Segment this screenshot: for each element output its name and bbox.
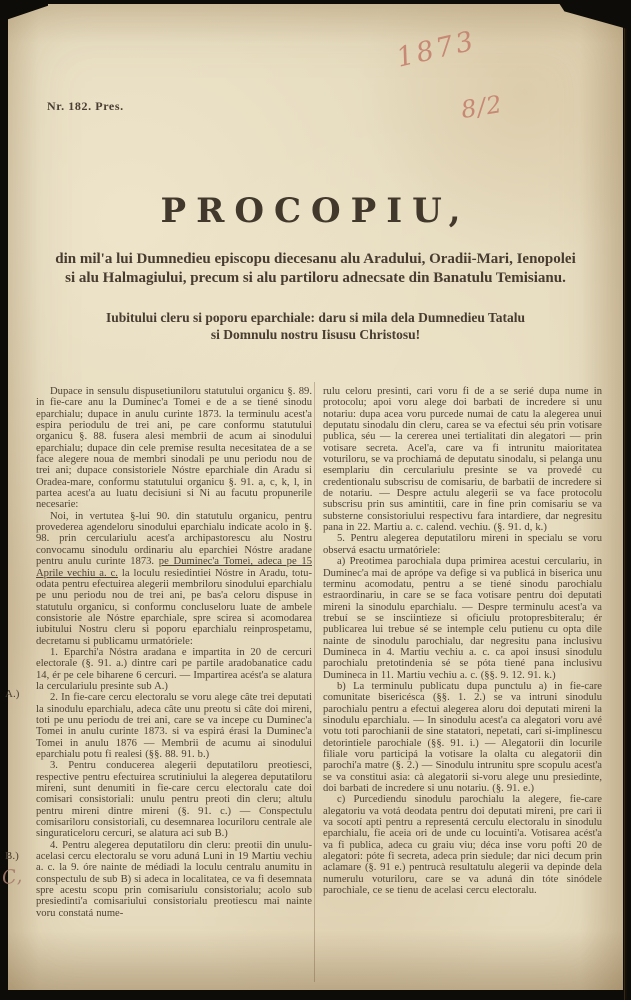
page-fold-line bbox=[624, 0, 625, 1000]
paragraph-text: 2. In fie-care cercu electoralu se voru alege câte trei deputati la sinodulu eparchialu, adeca câte unu preotu si câte doi mireni, toti pe unu periodu de trei ani, care se va incepe cu Duminec'a Tomei in anulu curinte 1873. si va espirá érasi la Duminec'a Tomei in anulu 1876 — Membrii de acumu ai sinodului eparchialu potu fi realesi (§§. 88. 91. b.) bbox=[36, 692, 312, 760]
salutation-line-1: Iubitului cleru si poporu eparchiale: daru si mila dela Dumnedieu Tatalu bbox=[105, 310, 526, 325]
body-paragraph bbox=[36, 647, 312, 692]
handwritten-fraction-annotation: 8/2 bbox=[459, 89, 505, 125]
margin-mark-b: B.) bbox=[5, 850, 19, 862]
paragraph-text: a) Preotimea parochiala dupa primirea acestui cerculariu, in Duminec'a mai de aprópe va defige si va publicá in biserica unu terminu acomodatu, pentru a se tiené sinodu parochialu estraordinariu, in care se se faca votisare pentru doi deputati mireni la sinodulu eparchialu. — Despre terminulu acest'a va trebuí se se insciintieze si oficiulu protopresbiteralu; ér publicarea lui trebue sé se intemple celu putienu cu opta dile nainte de sinodulu parochialu, dar negresitu pana inclusivu Dumineca in 4. Martiu vechiu a. c. ca apoi insusi sinodulu parochialu pretotindenia sé se póta tiené pana inclusivu Dumineca in 11. Martiu vechiu a. c. (§§. 9. 12. 91. k.) bbox=[323, 556, 602, 681]
paragraph-text: c) Purcediendu sinodulu parochialu la alegere, fie-care alegatoriu va votá deodata pentru doi deputati mireni, pre cari ii va socotí apti pentru a representá cerculu electoralu in sinodulu eparchialu, fie aceia ori de unde cu locuinti'a. Votisarea acést'a va fi publica, adeca cu graiu viu; déca inse voru pofti 20 de alegatori: póte fi secreta, adeca prin siedule; dar nici decum prin aclamare (§. 91 e.) pentrucà resultatulu alegerii va depinde dela numerulu voturiloru, care se va aduná din tóte sinódele parochiale, ce se tienu de acelasi cercu electoralu. bbox=[323, 794, 602, 897]
subtitle-line-1: din mil'a lui Dumnedieu episcopu diecesanu alu Aradului, Oradii-Mari, Ienopolei bbox=[55, 251, 576, 267]
body-paragraph bbox=[36, 840, 312, 919]
body-paragraph bbox=[36, 386, 312, 511]
body-column-left bbox=[36, 386, 312, 919]
subtitle-line-2: si alu Halmagiului, precum si alu partiloru adnecsate din Banatulu Temisianu. bbox=[65, 269, 566, 286]
handwritten-margin-mark-c: C, bbox=[0, 864, 24, 890]
salutation bbox=[18, 310, 613, 343]
column-divider-rule bbox=[314, 382, 315, 982]
episcopal-subtitle bbox=[18, 250, 613, 287]
paragraph-text: 3. Pentru conducerea alegerii deputatiloru preotiesci, respective pentru efectuirea scrutiniului la alegerea deputatiloru mireni, sunt denumiti in fie-care cercu electoralu cate doi comisari consistoriali: unulu pentru preoti din cleru; altulu pentru mireni dintre mireni (§. 91. c.) — Conspectulu comisariloru consistoriali, cu desemnarea locuriloru centrale ale singuraticeloru cercuri, se alatura aci sub B.) bbox=[36, 760, 312, 840]
body-column-right bbox=[323, 386, 602, 896]
document-number: Nr. 182. Pres. bbox=[47, 99, 124, 113]
page-title: PROCOPIU, bbox=[160, 191, 471, 231]
paragraph-text: 5. Pentru alegerea deputatiloru mireni in specialu se voru observá esactu urmatóriele: bbox=[323, 533, 602, 556]
underlined-text: pe Duminec'a Tomei, adeca pe 15 Aprile vechiu a. c. bbox=[36, 556, 312, 579]
paragraph-text: 1. Eparchi'a Nóstra aradana e impartita in 20 de cercuri electorale (§. 91. a.) dintre cari pe partile aradobanatice cadu 14, ér pe cele biharene 6 cercuri. — Impartirea acést'a se alatura la cerculariulu presinte sub A.) bbox=[36, 646, 312, 692]
salutation-line-2: si Domnulu nostru Iisusu Christosu! bbox=[210, 326, 421, 342]
body-paragraph bbox=[36, 692, 312, 760]
body-paragraph bbox=[36, 760, 312, 839]
handwritten-year-annotation: 1873 bbox=[393, 25, 480, 74]
paragraph-text: Dupace in sensulu dispusetiuniloru statutului organicu §. 89. in fie-care anu la Duminec'a Tomei e de a se tiené sinodu eparchialu; dupace in anulu curinte 1873. la terminulu acest'a espira periodulu de trei ani, pe care conformu statutului organicu §. 88. fusera alesi membrii de acum ai sinodului eparchialu; dupace din cele premise resulta necesitatea de a se face alegere noua de membri sinodali pe unu periodu nou de trei ani; dupace consistoriele Nóstre eparchiale din Aradu si Oradea-mare, conformu statutului organicu §. 91. a, c, k, l, in partea acest'a au luatu decisiuni si Ni au facutu propunerile necesarie: bbox=[36, 386, 312, 511]
paragraph-text: rulu celoru presinti, cari voru fi de a se serié dupa nume in protocolu; apoi voru alege doi barbati de incredere si unu notariu: dupa acea voru purcede numai de catu la alegerea unui deputatu sinodalu din cleru, carea se va efectui séu prin votisare publica, séu — la cererea unei tertialitati din alegatori — prin votisare secreta. Acel'a, care va fi intrunitu maioritatea voturiloru, se va prochiamá de deputatu sinodalu, si pelanga unu esemplariu din cerculariulu presinte se va provedé cu credentionalu subscrisu de comisariu, de barbatii de incredere si de notariu. — Despre actulu alegerii se va face protocolu subscrisu prin sus amintitii, care in fine prin comisariu se va substerne consistoriului respectivu fara intardiere, dar negresitu pana in 22. Martiu a. c. calend. vechiu. (§. 91. d, k.) bbox=[323, 386, 602, 534]
body-paragraph bbox=[323, 386, 602, 533]
body-paragraph bbox=[323, 681, 602, 794]
margin-mark-a: A.) bbox=[5, 688, 20, 700]
body-paragraph bbox=[323, 794, 602, 896]
paragraph-text: 4. Pentru alegerea deputatiloru din cleru: preotii din unulu-acelasi cercu electoralu se voru aduná Luni in 19 Martiu vechiu a. c. la 9. óre nainte de médiadi la loculu centralu anumitu in conspectulu de sub B) si adeca in localitatea, ce va fi desemnata spre acestu scopu prin comisariulu consistorialu; acolo sub presiedinti'a comisariului consistorialu preotiescu mai nainte voru constatá nume- bbox=[36, 839, 312, 919]
paragraph-text: b) La terminulu publicatu dupa punctulu a) in fie-care comunitate bisericésca (§§. 1. 2.) se va intruni sinodulu parochialu pentru a efectui alegerea aloru doi deputati mireni la sinodulu eparchialu. — In sinodulu acest'a ca alegatori voru avé votu toti parochianii de sine statatori, nepetati, cari si-implinescu detorintiele parochiale (§§. 91. i.) — Alegatorii din locurile filiale voru participá la votisare la olalta cu alegatorii din parochi'a matre (§. 2.) — Sinodulu intrunitu spre scopulu acest'a se va constitui asia: cà alegatorii si-voru alege unu presiedinte, doi barbati de incredere si unu notariu. (§. 91. e.) bbox=[323, 680, 602, 795]
paragraph-text: la loculu resiedintiei Nóstre in Aradu, totu-odata pentru efectuirea alegerii membriloru sinodului eparchialu pe unu periodu nou de trei ani, pe bas'a celoru dispuse in statutulu organicu, si conformu concluseloru luate de ambele consistorie ale Nóstre eparchiale, spre scirea si acomodarea iubitului Nostru cleru si poporu eparchialu reinprospetamu, decretamu si publicamu urmatóriele: bbox=[36, 567, 312, 647]
body-paragraph bbox=[323, 556, 602, 681]
body-paragraph bbox=[36, 511, 312, 647]
paragraph-text: Noi, in vertutea §-lui 90. din statutulu organicu, pentru provederea agendeloru sinodului eparchialu indicate acolo in §. 98. prin cerculariulu acest'a archipastorescu alu Nostru convocamu sinodulu ordinariu alu eparchiei Nóstre aradane pentru anulu curinte 1873. bbox=[36, 510, 312, 568]
body-paragraph bbox=[323, 533, 602, 556]
